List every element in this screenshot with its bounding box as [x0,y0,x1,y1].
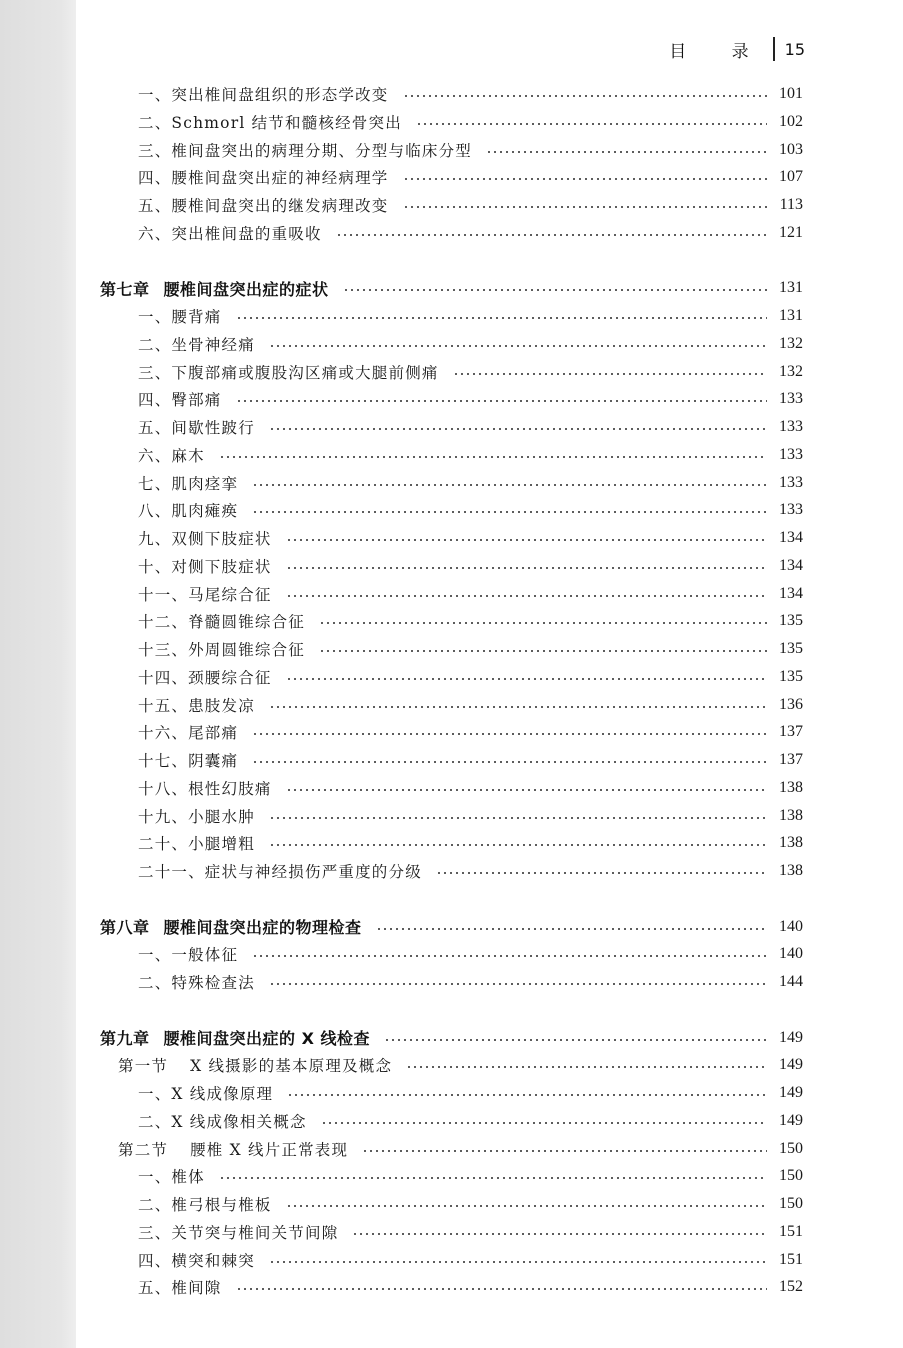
toc-leader-dots [252,484,767,486]
toc-page-number: 144 [779,973,803,990]
toc-entry-title [138,777,272,799]
toc-page-number: 137 [779,751,803,768]
toc-entry-title [138,943,238,965]
toc-item-entry [138,1190,803,1218]
toc-leader-dots [269,1261,767,1263]
toc-page-number: 149 [779,1056,803,1074]
toc-page-number: 135 [779,667,803,685]
toc-page-number: 133 [779,390,803,408]
toc-chapter-entry [100,913,803,941]
toc-entry-text: 四、腰椎间盘突出症的神经病理学 [138,169,389,188]
toc-leader-dots [252,955,767,957]
toc-page-number: 136 [779,695,803,713]
toc-entry-text: 腰椎间盘突出症的物理检查 [163,918,362,937]
toc-item-entry [138,968,803,996]
toc-entry-title [138,305,222,327]
toc-page-number: 140 [779,917,803,935]
toc-entry-title [138,1082,273,1104]
toc-item-entry [138,552,803,580]
toc-entry-text: 十六、尾部痛 [138,724,239,743]
toc-chapter-entry [100,274,803,302]
toc-item-entry [138,580,803,608]
toc-entry-text: 十二、脊髓圆锥综合征 [138,613,306,632]
toc-leader-dots [352,1233,767,1235]
toc-entry-title [138,333,255,355]
page-header [669,36,805,62]
toc-item-entry [138,1079,803,1107]
toc-entry-title [138,472,238,494]
toc-entry-title [138,166,389,188]
toc-entry-title [138,111,402,133]
toc-entry-text: 四、横突和棘突 [138,1251,255,1270]
toc-entry-title [138,1193,272,1215]
toc-leader-dots [269,983,767,985]
toc-entry-text: 二、X 线成像相关概念 [138,1112,307,1131]
toc-page-number: 138 [779,834,803,852]
toc-entry-text: 十、对侧下肢症状 [138,557,272,576]
toc-entry-title [138,416,255,438]
toc-entry-text: 三、下腹部痛或腹股沟区痛或大腿前侧痛 [138,363,439,382]
toc-entry-title [138,721,238,743]
toc-entry-title [138,749,238,771]
toc-page-number: 103 [779,140,803,158]
toc-entry-text: 五、椎间隙 [138,1279,222,1298]
toc-item-entry [138,80,803,108]
header-title: 目 录 [669,41,769,62]
toc-leader-dots [286,789,767,791]
toc-leader-dots [286,595,767,597]
toc-item-entry [138,358,803,386]
toc-item-entry [138,663,803,691]
toc-item-entry [138,1246,803,1274]
toc-entry-title [138,444,205,466]
toc-page-number: 135 [779,640,803,657]
toc-entry-title [138,1110,307,1132]
toc-leader-dots [269,817,767,819]
toc-entry-title [138,1276,222,1298]
toc-leader-dots [269,345,767,347]
toc-page-number: 138 [779,862,803,879]
toc-leader-dots [403,178,767,180]
toc-leader-dots [269,428,767,430]
toc-leader-dots [252,761,767,763]
toc-item-entry [138,691,803,719]
toc-page-number: 133 [779,473,803,491]
toc-entry-title [118,1054,392,1076]
header-page-number: 15 [784,39,805,59]
toc-page-number: 132 [779,362,803,380]
toc-item-entry [138,1162,803,1190]
toc-section-entry [118,1051,803,1079]
toc-entry-text: 一、一般体征 [138,946,239,965]
toc-page-number: 134 [779,556,803,574]
toc-page-number: 151 [779,1250,803,1268]
toc-leader-dots [406,1066,767,1068]
toc-entry-title [100,915,362,938]
toc-leader-dots [416,123,767,125]
toc-item-entry [138,163,803,191]
toc-entry-text: 十一、马尾综合征 [138,585,272,604]
toc-leader-dots [486,151,767,153]
toc-entry-title [138,527,272,549]
toc-entry-number: 第七章 [100,279,150,299]
toc-entry-text: 一、突出椎间盘组织的形态学改变 [138,86,389,104]
toc-entry-title [138,1165,205,1187]
toc-entry-text: 七、肌肉痉挛 [138,474,239,493]
toc-page-number: 151 [779,1222,803,1240]
toc-entry-title [138,139,472,161]
toc-entry-text: 十五、患肢发凉 [138,696,255,715]
toc-page-number: 149 [779,1084,803,1101]
toc-entry-text: 六、麻木 [138,446,205,465]
toc-entry-text: 二、Schmorl 结节和髓核经骨突出 [138,113,402,132]
toc-leader-dots [403,95,767,97]
toc-page-number: 101 [779,85,803,102]
toc-leader-dots [287,1094,767,1096]
toc-page-number: 140 [779,945,803,963]
toc-entry-title [138,971,255,993]
toc-entry-title [138,610,305,632]
toc-entry-text: X 线摄影的基本原理及概念 [190,1057,393,1076]
toc-entry-text: 一、腰背痛 [138,308,222,326]
toc-entry-title [118,1138,348,1160]
toc-item-entry [138,829,803,857]
toc-leader-dots [336,234,767,236]
toc-page-number: 150 [779,1167,803,1185]
toc-item-entry [138,136,803,164]
toc-page-number: 134 [779,529,803,546]
toc-entry-text: 九、双侧下肢症状 [138,530,272,548]
toc-item-entry [138,524,803,552]
toc-entry-text: 五、间歇性跛行 [138,419,255,437]
toc-entry-text: 十七、阴囊痛 [138,752,239,770]
header-divider [773,37,775,61]
toc-leader-dots [453,373,767,375]
toc-entry-text: 一、X 线成像原理 [138,1085,274,1103]
toc-entry-text: 十三、外周圆锥综合征 [138,641,306,659]
toc-entry-text: 四、臀部痛 [138,391,222,410]
toc-entry-text: 十九、小腿水肿 [138,807,255,826]
toc-page-number: 150 [779,1195,803,1212]
toc-leader-dots [436,872,767,874]
toc-item-entry [138,857,803,885]
toc-page-number: 107 [779,168,803,186]
toc-entry-title [100,277,329,300]
toc-item-entry [138,191,803,219]
toc-leader-dots [286,1205,767,1207]
toc-page-number: 121 [779,223,803,241]
toc-page-number: 133 [779,501,803,519]
toc-page-number: 135 [779,612,803,630]
toc-item-entry [138,496,803,524]
toc-item-entry [138,441,803,469]
toc-entry-text: 腰椎间盘突出症的症状 [163,279,329,299]
toc-leader-dots [236,317,767,319]
toc-page-number: 132 [779,334,803,352]
toc-item-entry [138,219,803,247]
toc-page-number: 152 [779,1278,803,1296]
toc-page-number: 134 [779,584,803,602]
toc-leader-dots [219,456,767,458]
toc-page-number: 137 [779,723,803,741]
toc-entry-title [138,666,272,688]
toc-entry-text: 十四、颈腰综合征 [138,668,272,687]
toc-leader-dots [236,400,767,402]
toc-page-number: 102 [779,112,803,130]
toc-item-entry [138,774,803,802]
toc-entry-text: 二、特殊检查法 [138,974,255,992]
toc-leader-dots [321,1122,767,1124]
toc-entry-title [138,388,222,410]
toc-entry-title [138,555,272,577]
toc-item-entry [138,635,803,663]
toc-entry-text: 五、腰椎间盘突出的继发病理改变 [138,197,389,215]
toc-entry-number: 第二节 [118,1140,169,1159]
toc-leader-dots [343,289,767,291]
toc-section-entry [118,1135,803,1163]
toc-page-number: 138 [779,806,803,824]
toc-leader-dots [286,567,767,569]
toc-item-entry [138,607,803,635]
toc-entry-title [100,1026,370,1049]
toc-item-entry [138,718,803,746]
toc-entry-number: 第九章 [100,1029,150,1048]
toc-entry-title [138,222,322,244]
toc-item-entry [138,1218,803,1246]
toc-page-number: 149 [779,1111,803,1129]
toc-item-entry [138,330,803,358]
toc-entry-title [138,1221,338,1243]
toc-item-entry [138,802,803,830]
toc-item-entry [138,1107,803,1135]
toc-leader-dots [252,511,767,513]
toc-entry-text: 二、椎弓根与椎板 [138,1196,272,1214]
toc-entry-title [138,832,255,854]
toc-entry-text: 二、坐骨神经痛 [138,335,255,354]
toc-entry-text: 腰椎间盘突出症的 X 线检查 [163,1029,370,1048]
toc-leader-dots [269,844,767,846]
toc-entry-text: 二十一、症状与神经损伤严重度的分级 [138,863,422,881]
toc-leader-dots [236,1288,767,1290]
toc-entry-text: 三、椎间盘突出的病理分期、分型与临床分型 [138,141,473,160]
toc-chapter-entry [100,1024,803,1052]
toc-entry-title [138,860,422,882]
toc-leader-dots [319,622,767,624]
toc-leader-dots [384,1039,767,1041]
toc-leader-dots [319,650,767,652]
toc-entry-number: 第八章 [100,918,150,937]
toc-leader-dots [362,1150,767,1152]
toc-item-entry [138,469,803,497]
toc-page-number: 131 [779,307,803,324]
toc-item-entry [138,302,803,330]
toc-item-entry [138,746,803,774]
toc-entry-title [138,1249,255,1271]
toc-entry-title [138,499,238,521]
toc-entry-text: 三、关节突与椎间关节间隙 [138,1223,339,1242]
toc-entry-title [138,805,255,827]
toc-leader-dots [286,678,767,680]
toc-entry-text: 一、椎体 [138,1168,205,1187]
toc-leader-dots [403,206,767,208]
toc-entry-text: 六、突出椎间盘的重吸收 [138,224,322,243]
toc-page-number: 150 [779,1139,803,1157]
page-gutter [0,0,76,1348]
toc-page-number: 133 [779,445,803,463]
toc-item-entry [138,108,803,136]
toc-entry-title [138,361,439,383]
toc-entry-text: 腰椎 X 线片正常表现 [190,1140,349,1159]
toc-item-entry [138,413,803,441]
toc-entry-number: 第一节 [118,1057,169,1076]
toc-leader-dots [252,733,767,735]
toc-entry-text: 八、肌肉瘫痪 [138,502,239,521]
toc-leader-dots [286,539,767,541]
toc-entry-text: 二十、小腿增粗 [138,835,255,854]
toc-entry-title [138,694,255,716]
toc-page-number: 149 [779,1028,803,1046]
toc-page-number: 131 [779,279,803,297]
toc-leader-dots [376,928,767,930]
toc-item-entry [138,940,803,968]
toc-entry-title [138,83,389,105]
toc-page-number: 113 [779,196,803,213]
toc-entry-title [138,583,272,605]
toc-leader-dots [219,1177,767,1179]
toc-leader-dots [269,706,767,708]
toc-entry-text: 十八、根性幻肢痛 [138,779,272,798]
toc-entry-title [138,638,305,660]
toc-item-entry [138,1273,803,1301]
toc-page-number: 138 [779,778,803,796]
toc-page-number: 133 [779,418,803,435]
toc-item-entry [138,385,803,413]
toc-entry-title [138,194,389,216]
